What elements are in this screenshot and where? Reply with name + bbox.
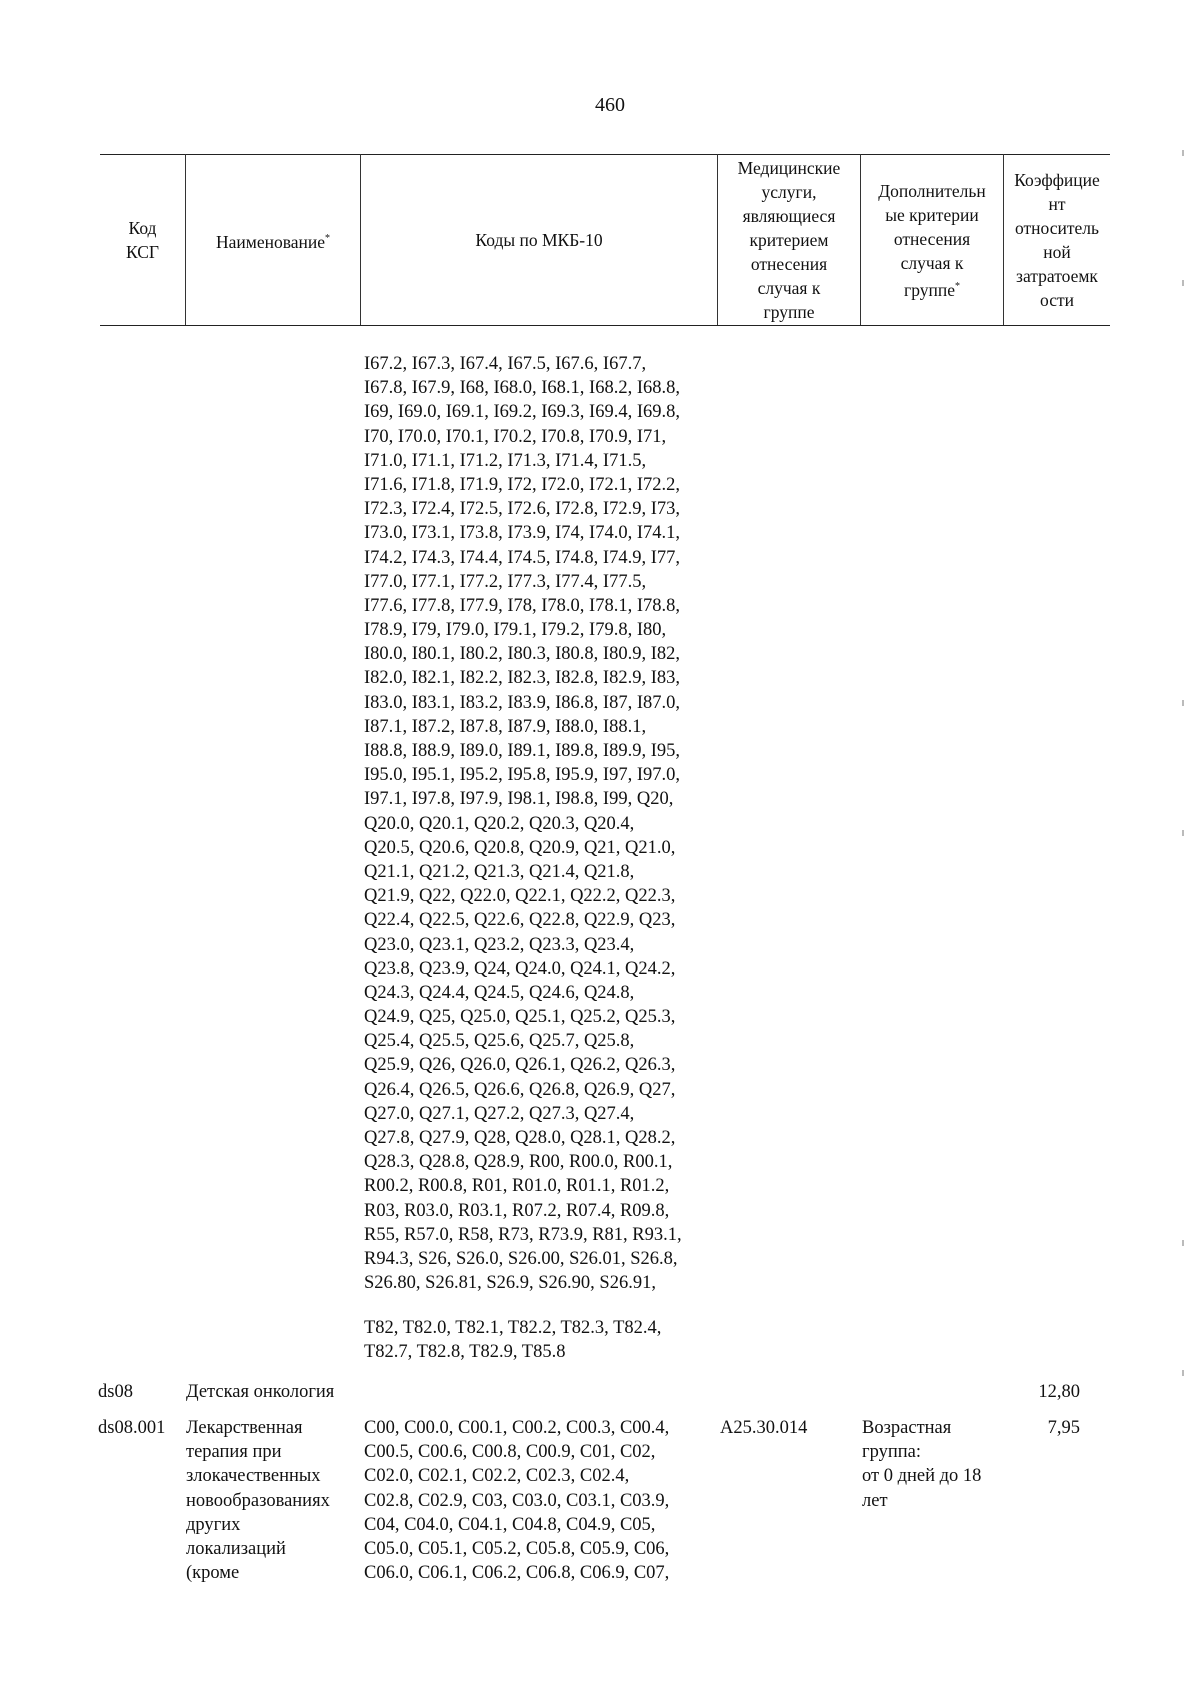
group-name: Детская онкология: [186, 1382, 335, 1402]
code-line: I67.8, I67.9, I68, I68.0, I68.1, I68.2, I68.8,: [364, 378, 680, 399]
header-extra-line: случая к: [900, 252, 964, 273]
code-line: C00.5, C00.6, C00.8, C00.9, C01, C02,: [364, 1442, 656, 1463]
entry-coefficient: 7,95: [1047, 1418, 1080, 1438]
scan-mark: [1182, 150, 1184, 156]
code-line: Q22.4, Q22.5, Q22.6, Q22.8, Q22.9, Q23,: [364, 910, 676, 931]
code-line: Q26.4, Q26.5, Q26.6, Q26.8, Q26.9, Q27,: [364, 1079, 676, 1100]
code-line: I73.0, I73.1, I73.8, I73.9, I74, I74.0, I74.1,: [364, 523, 680, 544]
entry-name-line: терапия при: [186, 1442, 282, 1463]
code-line: I83.0, I83.1, I83.2, I83.9, I86.8, I87, I87.0,: [364, 692, 680, 713]
code-line: I77.6, I77.8, I77.9, I78, I78.0, I78.1, I78.8,: [364, 595, 680, 616]
header-coef-line: затратоемк: [1016, 266, 1098, 286]
header-extra-line: группе: [904, 279, 955, 300]
entry-service-code: A25.30.014: [720, 1418, 808, 1438]
entry-extra-criteria: [862, 1416, 981, 1513]
header-services-line: случая к: [757, 278, 821, 298]
header-bottom-rule: [100, 325, 1110, 326]
code-line: Q24.9, Q25, Q25.0, Q25.1, Q25.2, Q25.3,: [364, 1007, 676, 1028]
header-services-line: критерием: [749, 230, 829, 250]
entry-name-line: (кроме: [186, 1563, 240, 1584]
header-services-line: группе: [763, 302, 815, 322]
continued-mkb-codes: [364, 352, 682, 1295]
header-extra-line: отнесения: [893, 228, 971, 249]
entry-name-line: других: [186, 1514, 241, 1535]
code-line: T82.7, T82.8, T82.9, T85.8: [364, 1342, 566, 1363]
entry-name-line: злокачественных: [186, 1466, 321, 1487]
code-line: I95.0, I95.1, I95.2, I95.8, I95.9, I97, I97.0,: [364, 765, 680, 786]
code-line: R00.2, R00.8, R01, R01.0, R01.1, R01.2,: [364, 1176, 670, 1197]
code-line: C02.8, C02.9, C03, C03.0, C03.1, C03.9,: [364, 1490, 670, 1511]
code-line: Q25.4, Q25.5, Q25.6, Q25.7, Q25.8,: [364, 1031, 635, 1052]
code-line: I72.3, I72.4, I72.5, I72.6, I72.8, I72.9, I73,: [364, 499, 680, 520]
code-line: I67.2, I67.3, I67.4, I67.5, I67.6, I67.7,: [364, 354, 647, 374]
header-coef-line: нт: [1048, 194, 1066, 214]
page-number: 460: [595, 94, 625, 116]
header-code-line: Код: [128, 218, 157, 238]
entry-code: ds08.001: [98, 1418, 166, 1438]
code-line: C05.0, C05.1, C05.2, C05.8, C05.9, C06,: [364, 1538, 670, 1559]
code-line: I69, I69.0, I69.1, I69.2, I69.3, I69.4, I69.8,: [364, 402, 680, 423]
header-coef-line: ости: [1040, 290, 1074, 310]
entry-name-line: новообразованиях: [186, 1490, 330, 1511]
code-line: I71.6, I71.8, I71.9, I72, I72.0, I72.1, I72.2,: [364, 474, 680, 495]
code-line: I97.1, I97.8, I97.9, I98.1, I98.8, I99, Q20,: [364, 789, 674, 810]
group-code: ds08: [98, 1382, 133, 1402]
code-line: R03, R03.0, R03.1, R07.2, R07.4, R09.8,: [364, 1200, 670, 1221]
code-line: Q27.0, Q27.1, Q27.2, Q27.3, Q27.4,: [364, 1103, 635, 1124]
header-extra-criteria: [861, 156, 1003, 324]
entry-extra-line: лет: [862, 1490, 888, 1511]
code-line: I82.0, I82.1, I82.2, I82.3, I82.8, I82.9, I83,: [364, 668, 680, 689]
code-line: Q20.0, Q20.1, Q20.2, Q20.3, Q20.4,: [364, 813, 635, 834]
code-line: Q21.1, Q21.2, Q21.3, Q21.4, Q21.8,: [364, 861, 635, 882]
code-line: Q27.8, Q27.9, Q28, Q28.0, Q28.1, Q28.2,: [364, 1128, 676, 1148]
code-line: C00, C00.0, C00.1, C00.2, C00.3, C00.4,: [364, 1418, 670, 1438]
code-line: R55, R57.0, R58, R73, R73.9, R81, R93.1,: [364, 1224, 682, 1245]
code-line: Q24.3, Q24.4, Q24.5, Q24.6, Q24.8,: [364, 982, 635, 1003]
code-line: C06.0, C06.1, C06.2, C06.8, C06.9, C07,: [364, 1563, 670, 1584]
continued-mkb-codes-t82: [364, 1316, 661, 1364]
header-code-line: КСГ: [125, 242, 160, 262]
header-name: [186, 156, 360, 324]
header-mkb-text: Коды по МКБ-10: [475, 230, 603, 250]
header-name-text: Наименование: [215, 231, 326, 252]
code-line: I80.0, I80.1, I80.2, I80.3, I80.8, I80.9, I82,: [364, 644, 680, 665]
code-line: I70, I70.0, I70.1, I70.2, I70.8, I70.9, I71,: [364, 426, 667, 447]
code-line: I78.9, I79, I79.0, I79.1, I79.2, I79.8, I80,: [364, 620, 667, 641]
code-line: Q28.3, Q28.8, Q28.9, R00, R00.0, R00.1,: [364, 1152, 673, 1173]
code-line: Q21.9, Q22, Q22.0, Q22.1, Q22.2, Q22.3,: [364, 886, 676, 907]
scan-mark: [1182, 700, 1184, 706]
header-extra-line: Дополнительн: [878, 180, 986, 201]
header-services-line: Медицинские: [737, 158, 841, 178]
code-line: Q23.8, Q23.9, Q24, Q24.0, Q24.1, Q24.2,: [364, 958, 676, 979]
scan-mark: [1182, 1370, 1184, 1376]
entry-name-line: локализаций: [186, 1538, 286, 1559]
header-services: [718, 156, 860, 324]
scan-mark: [1182, 280, 1184, 286]
header-coefficient: [1004, 156, 1110, 324]
code-line: I74.2, I74.3, I74.4, I74.5, I74.8, I74.9, I77,: [364, 547, 680, 568]
code-line: T82, T82.0, T82.1, T82.2, T82.3, T82.4,: [364, 1318, 662, 1338]
code-line: C02.0, C02.1, C02.2, C02.3, C02.4,: [364, 1466, 630, 1487]
header-services-line: услуги,: [761, 182, 817, 202]
header-code: [100, 156, 185, 324]
header-coef-line: относитель: [1015, 218, 1099, 238]
entry-extra-line: Возрастная: [862, 1418, 952, 1438]
footnote-mark: *: [954, 280, 960, 292]
code-line: S26.80, S26.81, S26.9, S26.90, S26.91,: [364, 1273, 656, 1294]
scan-mark: [1182, 1240, 1184, 1246]
header-coef-line: Коэффицие: [1014, 170, 1100, 190]
scan-mark: [1182, 830, 1184, 836]
code-line: Q25.9, Q26, Q26.0, Q26.1, Q26.2, Q26.3,: [364, 1055, 676, 1076]
entry-extra-line: группа:: [862, 1442, 921, 1463]
group-coefficient: 12,80: [1038, 1382, 1080, 1402]
entry-name: [186, 1416, 330, 1585]
entry-extra-line: от 0 дней до 18: [862, 1466, 982, 1487]
code-line: I87.1, I87.2, I87.8, I87.9, I88.0, I88.1,: [364, 716, 647, 737]
code-line: R94.3, S26, S26.0, S26.00, S26.01, S26.8,: [364, 1248, 678, 1269]
header-extra-line: ые критерии: [885, 204, 979, 225]
entry-mkb-codes: [364, 1416, 669, 1585]
header-services-line: являющиеся: [742, 206, 836, 226]
code-line: Q23.0, Q23.1, Q23.2, Q23.3, Q23.4,: [364, 934, 635, 955]
code-line: I77.0, I77.1, I77.2, I77.3, I77.4, I77.5,: [364, 571, 647, 592]
code-line: I88.8, I88.9, I89.0, I89.1, I89.8, I89.9, I95,: [364, 741, 680, 761]
header-mkb: [361, 156, 717, 324]
header-top-rule: [100, 154, 1110, 155]
code-line: I71.0, I71.1, I71.2, I71.3, I71.4, I71.5,: [364, 450, 647, 471]
header-services-line: отнесения: [750, 254, 828, 274]
code-line: C04, C04.0, C04.1, C04.8, C04.9, C05,: [364, 1514, 656, 1535]
footnote-mark: *: [325, 232, 331, 244]
header-coef-line: ной: [1043, 242, 1071, 262]
entry-name-line: Лекарственная: [186, 1418, 303, 1438]
code-line: Q20.5, Q20.6, Q20.8, Q20.9, Q21, Q21.0,: [364, 837, 676, 858]
